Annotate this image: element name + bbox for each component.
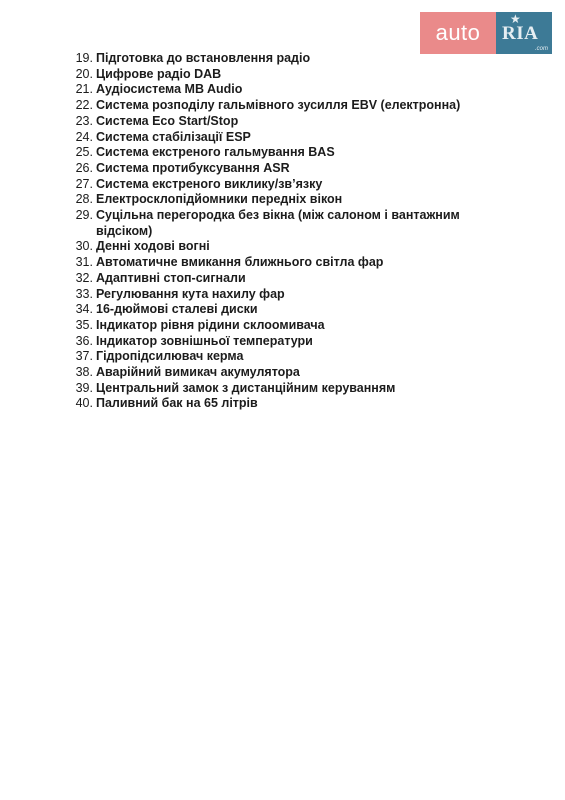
feature-item (67, 67, 487, 83)
feature-number: 38. (75, 365, 93, 380)
feature-list (67, 51, 487, 412)
feature-text: Цифрове радіо DAB (96, 66, 222, 81)
feature-number: 26. (75, 160, 93, 175)
star-icon: ★ (510, 12, 521, 26)
feature-item (67, 396, 487, 412)
feature-number: 27. (75, 176, 93, 191)
feature-number: 39. (75, 380, 93, 395)
feature-item (67, 51, 487, 67)
logo-ria-suffix: .com (534, 46, 548, 52)
feature-item (67, 145, 487, 161)
feature-item (67, 255, 487, 271)
feature-text: Гідропідсилювач керма (96, 349, 244, 364)
feature-item (67, 334, 487, 350)
feature-number: 40. (75, 396, 93, 411)
feature-number: 35. (75, 317, 93, 332)
feature-number: 34. (75, 302, 93, 317)
logo-auto-part: auto (420, 12, 496, 54)
feature-number: 28. (75, 192, 93, 207)
feature-item (67, 287, 487, 303)
feature-number: 32. (75, 270, 93, 285)
feature-item (67, 98, 487, 114)
feature-item (67, 192, 487, 208)
feature-text: Аудіосистема MB Audio (96, 82, 243, 97)
logo-ria-text: RIA (502, 23, 539, 44)
feature-item (67, 365, 487, 381)
feature-item (67, 349, 487, 365)
feature-item (67, 302, 487, 318)
feature-item (67, 271, 487, 287)
feature-text: Індикатор зовнішньої температури (96, 333, 313, 348)
feature-item (67, 82, 487, 98)
feature-item (67, 239, 487, 255)
feature-text: Система екстреного виклику/зв’язку (96, 176, 323, 191)
feature-text: Підготовка до встановлення радіо (96, 51, 311, 65)
feature-item (67, 381, 487, 397)
feature-number: 37. (75, 349, 93, 364)
feature-number: 19. (75, 51, 93, 65)
feature-number: 24. (75, 129, 93, 144)
feature-text: Аварійний вимикач акумулятора (96, 365, 300, 380)
feature-number: 23. (75, 113, 93, 128)
feature-number: 30. (75, 239, 93, 254)
feature-number: 31. (75, 255, 93, 270)
feature-item (67, 208, 487, 239)
feature-text: Паливний бак на 65 літрів (96, 396, 258, 411)
feature-item (67, 114, 487, 130)
feature-number: 20. (75, 66, 93, 81)
feature-number: 21. (75, 82, 93, 97)
feature-text: Електросклопідйомники передніх вікон (96, 192, 343, 207)
feature-text: Система розподілу гальмівного зусилля EBV (електронна) (96, 98, 461, 113)
feature-text: Регулювання кута нахилу фар (96, 286, 285, 301)
feature-text: Адаптивні стоп-сигнали (96, 270, 246, 285)
feature-text: 16-дюймові сталеві диски (96, 302, 258, 317)
logo-ria-part (496, 12, 552, 54)
feature-text: Індикатор рівня рідини склоомивача (96, 317, 325, 332)
feature-item (67, 177, 487, 193)
feature-number: 22. (75, 98, 93, 113)
feature-text: Система екстреного гальмування BAS (96, 145, 335, 160)
feature-number: 29. (75, 208, 93, 223)
feature-text: Суцільна перегородка без вікна (між салоном і вантажним відсіком) (96, 208, 460, 238)
feature-item (67, 161, 487, 177)
feature-number: 25. (75, 145, 93, 160)
feature-text: Система протибуксування ASR (96, 160, 290, 175)
feature-item (67, 318, 487, 334)
feature-text: Автоматичне вмикання ближнього світла фар (96, 255, 384, 270)
feature-number: 33. (75, 286, 93, 301)
feature-text: Денні ходові вогні (96, 239, 210, 254)
feature-text: Система Eco Start/Stop (96, 113, 239, 128)
feature-text: Центральний замок з дистанційним керуванням (96, 380, 396, 395)
feature-text: Система стабілізації ESP (96, 129, 251, 144)
feature-number: 36. (75, 333, 93, 348)
feature-item (67, 130, 487, 146)
autoria-logo (420, 12, 552, 54)
